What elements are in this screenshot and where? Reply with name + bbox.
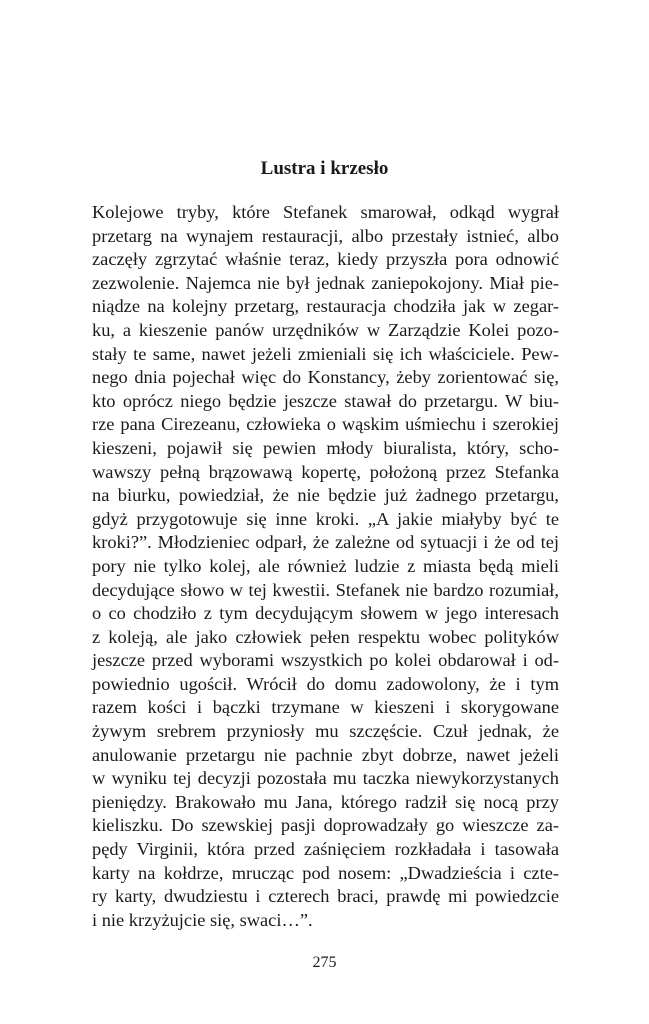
text-line: powiednio ugościł. Wrócił do domu zadowolony, że i tym bbox=[92, 673, 559, 694]
text-line: z koleją, ale jako człowiek pełen respektu wobec polityków bbox=[92, 626, 559, 647]
text-line: kto oprócz niego będzie jeszcze stawał do przetargu. W biu- bbox=[92, 390, 559, 411]
text-line: pędy Virginii, która przed zaśnięciem rozkładała i tasowała bbox=[92, 839, 559, 860]
text-line: żywym srebrem przyniosły mu szczęście. Czuł jednak, że bbox=[92, 721, 559, 742]
text-line: zezwolenie. Najemca nie był jednak zaniepokojony. Miał pie- bbox=[92, 272, 559, 293]
text-line: przetarg na wynajem restauracji, albo przestały istnieć, albo bbox=[92, 225, 559, 246]
text-line: i nie krzyżujcie się, swaci…”. bbox=[92, 909, 313, 930]
text-line: stały te same, nawet jeżeli zmieniali się ich właściciele. Pew- bbox=[92, 343, 559, 364]
text-line: razem kości i bączki trzymane w kieszeni i skorygowane bbox=[92, 697, 559, 718]
text-line: karty na kołdrze, mrucząc pod nosem: „Dwadzieścia i czte- bbox=[92, 862, 559, 883]
text-line: gdyż przygotowuje się inne kroki. „A jakie miałyby być te bbox=[92, 508, 559, 529]
text-line: w wyniku tej decyzji pozostała mu taczka niewykorzystanych bbox=[92, 768, 559, 789]
text-line: nego dnia pojechał więc do Konstancy, żeby zorientować się, bbox=[92, 367, 559, 388]
text-line: na biurku, powiedział, że nie będzie już żadnego przetargu, bbox=[92, 485, 559, 506]
body-paragraph bbox=[92, 201, 559, 932]
text-line: kieszeni, pojawił się pewien młody biuralista, który, scho- bbox=[92, 437, 559, 458]
text-line: wawszy pełną brązowawą kopertę, położoną przez Stefanka bbox=[92, 461, 559, 482]
text-line: kieliszku. Do szewskiej pasji doprowadzały go wieszcze za- bbox=[92, 815, 559, 836]
chapter-title: Lustra i krzesło bbox=[260, 158, 389, 179]
text-line: pieniędzy. Brakowało mu Jana, którego radził się nocą przy bbox=[92, 791, 559, 812]
text-line: anulowanie przetargu nie pachnie zbyt dobrze, nawet jeżeli bbox=[92, 744, 559, 765]
text-line: kroki?”. Młodzieniec odparł, że zależne od sytuacji i że od tej bbox=[92, 532, 559, 553]
text-line: o co chodziło z tym decydującym słowem w jego interesach bbox=[92, 603, 559, 624]
text-line: zaczęły zgrzytać właśnie teraz, kiedy przyszła pora odnowić bbox=[92, 249, 559, 270]
text-line: decydujące słowo w tej kwestii. Stefanek nie bardzo rozumiał, bbox=[92, 579, 559, 600]
text-line: Kolejowe tryby, które Stefanek smarował, odkąd wygrał bbox=[92, 202, 559, 222]
text-line: niądze na kolejny przetarg, restauracja chodziła jak w zegar- bbox=[92, 296, 559, 317]
text-line: ry karty, dwudziestu i czterech braci, prawdę mi powiedzcie bbox=[92, 886, 559, 907]
text-line: pory nie tylko kolej, ale również ludzie z miasta będą mieli bbox=[92, 555, 559, 576]
text-line: jeszcze przed wyborami wszystkich po kolei obdarował i od- bbox=[92, 650, 559, 671]
page-number: 275 bbox=[312, 954, 337, 971]
text-line: rze pana Cirezeanu, człowieka o wąskim uśmiechu i szerokiej bbox=[92, 414, 559, 435]
text-line: ku, a kieszenie panów urzędników w Zarządzie Kolei pozo- bbox=[92, 319, 559, 340]
